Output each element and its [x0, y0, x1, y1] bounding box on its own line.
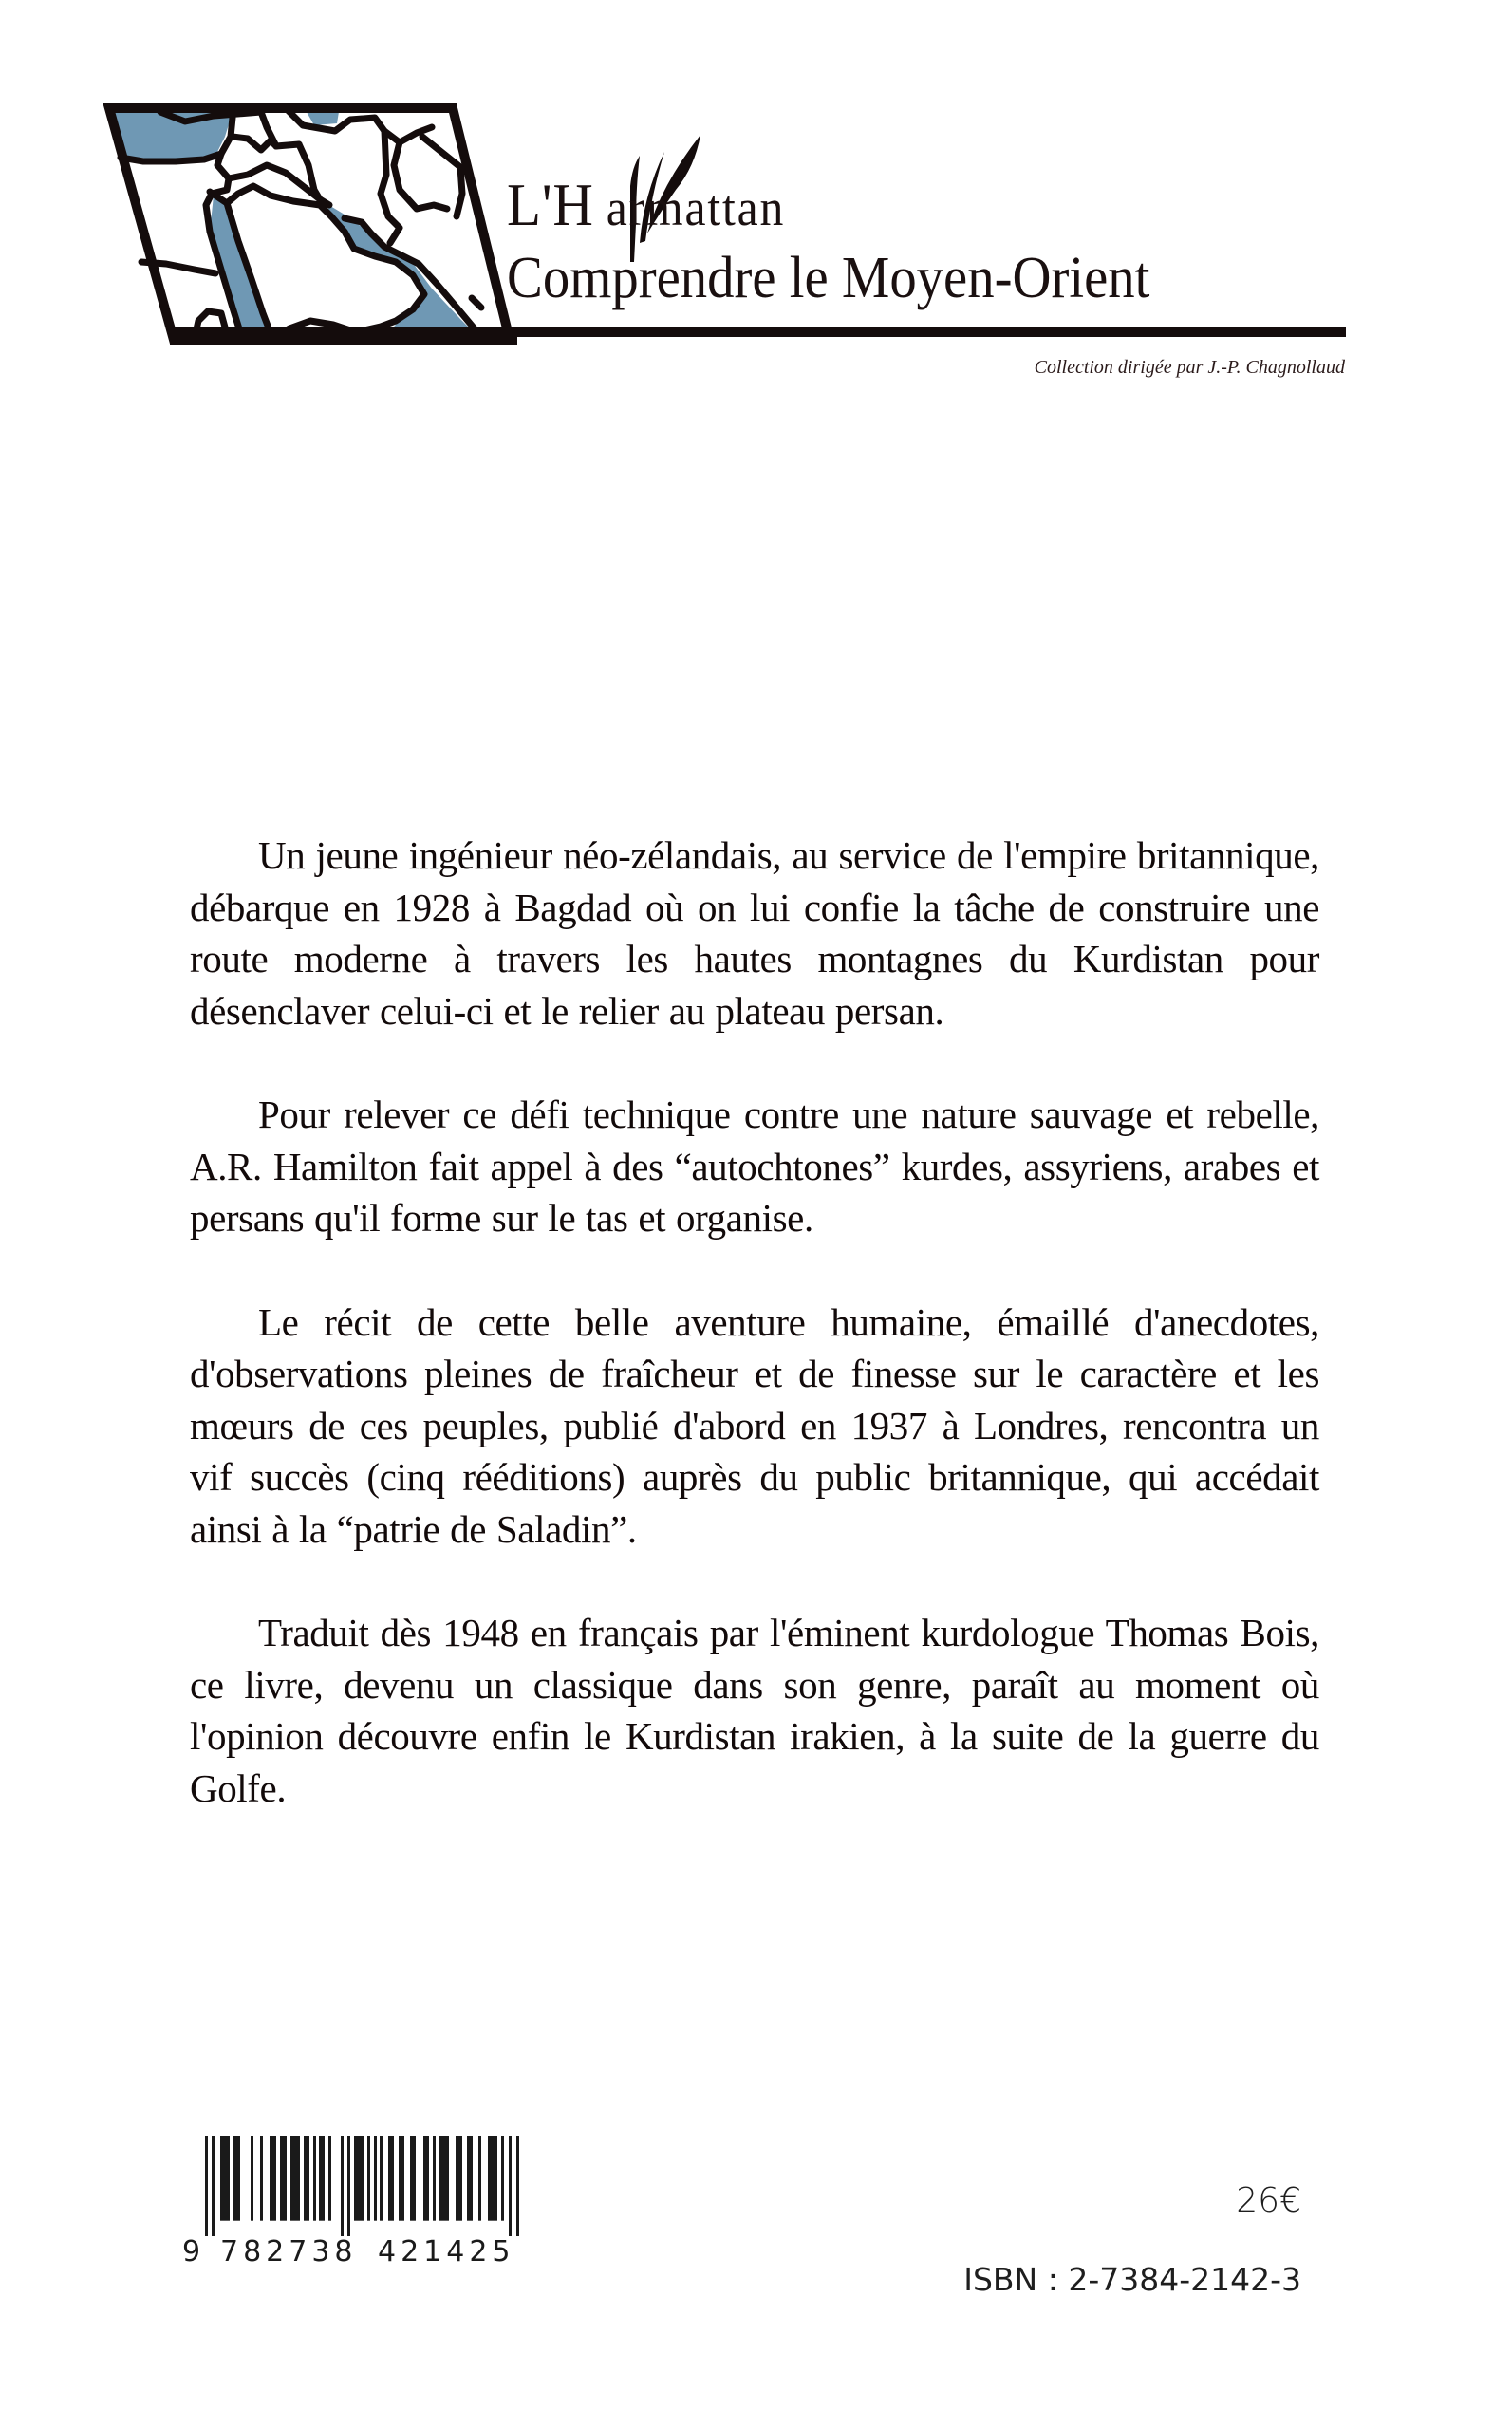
barcode-digits-left: 782738 [220, 2235, 358, 2269]
ean13-barcode-icon [199, 2136, 532, 2236]
publisher-name-prefix: L'H [507, 171, 594, 238]
blurb-paragraph: Pour relever ce défi technique contre une nature sauvage et rebelle, A.R. Hamilton fait appel à des “autochtones” kurdes, assyriens, arabes et persans qu'il forme sur le tas et organise. [190, 1092, 1319, 1240]
price: 26€ [1236, 2181, 1301, 2220]
middle-east-map-icon [100, 99, 517, 347]
blurb-paragraph: Un jeune ingénieur néo-zélandais, au service de l'empire britannique, débarque en 1928 à Bagdad où on lui confie la tâche de construire une route moderne à travers les hautes montagnes du Kurdistan pour désenclaver celui-ci et le relier au plateau persan. [190, 833, 1319, 1033]
barcode-digit-prefix: 9 [182, 2235, 201, 2269]
header-divider [171, 327, 1346, 337]
blurb-paragraph: Traduit dès 1948 en français par l'éminent kurdologue Thomas Bois, ce livre, devenu un classique dans son genre, paraît au moment où l'opinion découvre enfin le Kurdistan irakien, à la suite de la guerre du Golfe. [190, 1611, 1319, 1810]
collection-title: Comprendre le Moyen-Orient [507, 246, 1150, 310]
blurb-paragraph: Le récit de cette belle aventure humaine, émaillé d'anecdotes, d'observations pleines de fraîcheur et de finesse sur le caractère et les mœurs de ces peuples, publié d'abord en 1937 à Londres, rencontra un vif succès (cinq rééditions) auprès du public britannique, qui accédait ainsi à la “patrie de Saladin”. [190, 1299, 1319, 1551]
back-cover-blurb [190, 830, 1319, 1814]
isbn: ISBN : 2-7384-2142-3 [963, 2261, 1301, 2298]
publisher-name-rest: armattan [606, 179, 786, 236]
book-cover-header [0, 0, 1512, 399]
publisher-name [507, 171, 786, 238]
barcode-digits-right: 421425 [378, 2235, 515, 2269]
collection-editor: Collection dirigée par J.-P. Chagnollaud [1034, 357, 1345, 378]
